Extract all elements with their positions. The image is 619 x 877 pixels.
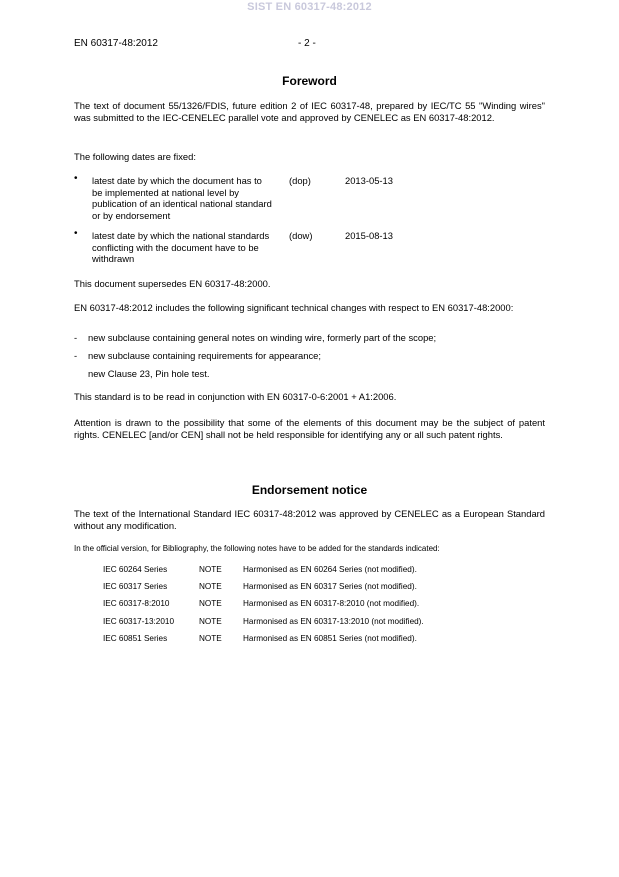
dash-marker: - xyxy=(74,332,78,343)
endorsement-title: Endorsement notice xyxy=(251,483,368,497)
changes-intro: EN 60317-48:2012 includes the following significant technical changes with respect to EN 60317-48:2000: xyxy=(74,302,514,313)
notes-standard: IEC 60851 Series xyxy=(103,633,168,643)
bullet-icon: • xyxy=(74,228,78,239)
bibliography-note: In the official version, for Bibliography, the following notes have to be added for the standards indicated: xyxy=(74,544,440,553)
dash-marker: - xyxy=(74,350,78,361)
change-item-extra: new Clause 23, Pin hole test. xyxy=(88,368,210,379)
notes-text: Harmonised as EN 60317-8:2010 (not modified). xyxy=(243,599,420,609)
bullet-icon: • xyxy=(74,173,78,184)
notes-text: Harmonised as EN 60851 Series (not modified). xyxy=(243,633,417,643)
date-item-code: (dop) xyxy=(289,175,311,186)
notes-standard: IEC 60317-13:2010 xyxy=(103,616,175,626)
conjunction-text: This standard is to be read in conjunction with EN 60317-0-6:2001 + A1:2006. xyxy=(74,391,397,402)
change-item: new subclause containing requirements for appearance; xyxy=(88,350,321,361)
notes-label: NOTE xyxy=(199,616,222,626)
header-document-id: EN 60317-48:2012 xyxy=(74,38,158,49)
date-item-date: 2015-08-13 xyxy=(345,230,393,241)
endorsement-paragraph: The text of the International Standard IEC 60317-48:2012 was approved by CENELEC as a European Standard without any modification. xyxy=(74,508,545,531)
notes-text: Harmonised as EN 60317-13:2010 (not modified). xyxy=(243,616,424,626)
change-item: new subclause containing general notes on winding wire, formerly part of the scope; xyxy=(88,332,437,343)
notes-label: NOTE xyxy=(199,633,222,643)
watermark: SIST EN 60317-48:2012 xyxy=(247,1,372,13)
notes-text: Harmonised as EN 60264 Series (not modified). xyxy=(243,565,417,574)
foreword-paragraph: The text of document 55/1326/FDIS, future edition 2 of IEC 60317-48, prepared by IEC/TC 55 "Winding wires" was submitted to the IEC-CENELEC parallel vote and approved by CENELEC as EN 60317-48:2012. xyxy=(74,100,545,123)
notes-standard: IEC 60264 Series xyxy=(103,565,168,574)
notes-label: NOTE xyxy=(199,599,222,609)
notes-text: Harmonised as EN 60317 Series (not modified). xyxy=(243,582,417,592)
notes-standard: IEC 60317-8:2010 xyxy=(103,599,170,609)
notes-label: NOTE xyxy=(199,582,222,592)
foreword-title: Foreword xyxy=(282,74,337,88)
date-item-date: 2013-05-13 xyxy=(345,175,393,186)
notes-label: NOTE xyxy=(199,565,222,574)
header-page-number: - 2 - xyxy=(298,38,316,49)
dates-intro: The following dates are fixed: xyxy=(74,151,196,162)
date-item-text: latest date by which the document has to be implemented at national level by publication of an identical national standard or by endorsement xyxy=(92,175,272,221)
date-item-text: latest date by which the national standards conflicting with the document have to be withdrawn xyxy=(92,230,270,264)
patent-text: Attention is drawn to the possibility that some of the elements of this document may be the subject of patent rights. CENELEC [and/or CEN] shall not be held responsible for identifying any or all such patent rights. xyxy=(74,417,545,440)
supersedes-text: This document supersedes EN 60317-48:2000. xyxy=(74,278,271,289)
date-item-code: (dow) xyxy=(289,230,313,241)
notes-standard: IEC 60317 Series xyxy=(103,582,168,592)
